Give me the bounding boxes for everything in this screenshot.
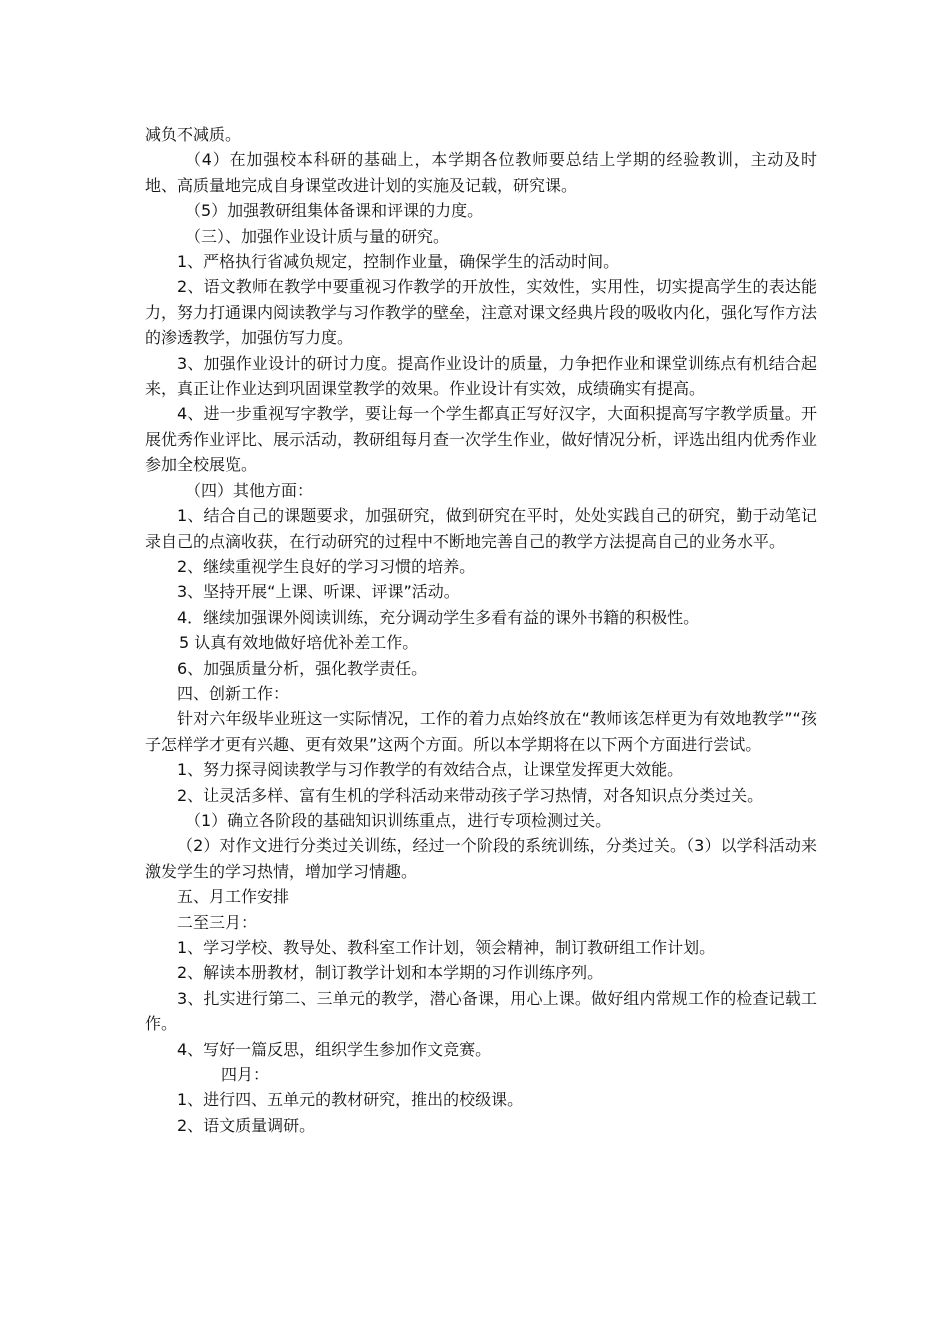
section-heading: （四）其他方面： bbox=[185, 480, 314, 500]
section-heading: （三）、加强作业设计质与量的研究。 bbox=[185, 226, 450, 246]
section-heading: 四、创新工作： bbox=[177, 683, 290, 703]
paragraph: （1）确立各阶段的基础知识训练重点，进行专项检测过关。 bbox=[185, 810, 612, 830]
sub-heading: 二至三月： bbox=[177, 912, 258, 932]
document-body bbox=[145, 122, 817, 1138]
paragraph: 3、扎实进行第二、三单元的教学，潜心备课，用心上课。做好组内常规工作的检查记载工作。 bbox=[145, 988, 817, 1034]
paragraph: 2、语文质量调研。 bbox=[177, 1115, 316, 1135]
paragraph: 2、继续重视学生良好的学习习惯的培养。 bbox=[177, 556, 476, 576]
paragraph: 1、努力探寻阅读教学与习作教学的有效结合点，让课堂发挥更大效能。 bbox=[177, 760, 684, 780]
paragraph: 1、严格执行省减负规定，控制作业量，确保学生的活动时间。 bbox=[177, 252, 620, 272]
section-heading: 五、月工作安排 bbox=[177, 887, 290, 907]
paragraph: 2、解读本册教材，制订教学计划和本学期的习作训练序列。 bbox=[177, 963, 604, 983]
paragraph: 4、进一步重视写字教学，要让每一个学生都真正写好汉字，大面积提高写字教学质量。开展优秀作业评比、展示活动，教研组每月查一次学生作业，做好情况分析，评选出组内优秀作业参加全校展览。 bbox=[145, 404, 818, 475]
paragraph: （5）加强教研组集体备课和评课的力度。 bbox=[185, 201, 484, 221]
paragraph: （4）在加强校本科研的基础上，本学期各位教师要总结上学期的经验教训，主动及时地、高质量地完成自身课堂改进计划的实施及记载，研究课。 bbox=[145, 150, 817, 195]
paragraph: （2）对作文进行分类过关训练，经过一个阶段的系统训练，分类过关。（3）以学科活动来激发学生的学习热情，增加学习情趣。 bbox=[145, 836, 817, 881]
paragraph: 4．继续加强课外阅读训练，充分调动学生多看有益的课外书籍的积极性。 bbox=[177, 607, 700, 627]
paragraph: 1、进行四、五单元的教材研究，推出的校级课。 bbox=[177, 1090, 524, 1110]
paragraph: 6、加强质量分析，强化教学责任。 bbox=[177, 658, 428, 678]
paragraph: 减负不减质。 bbox=[145, 125, 242, 144]
paragraph: 1、学习学校、教导处、教科室工作计划，领会精神，制订教研组工作计划。 bbox=[177, 938, 716, 957]
paragraph: 针对六年级毕业班这一实际情况，工作的着力点始终放在“教师该怎样更为有效地教学”“孩子怎样学才更有兴趣、更有效果”这两个方面。所以本学期将在以下两个方面进行尝试。 bbox=[145, 709, 817, 754]
sub-heading: 四月： bbox=[221, 1065, 270, 1085]
paragraph: 2、让灵活多样、富有生机的学科活动来带动孩子学习热情，对各知识点分类过关。 bbox=[177, 785, 764, 805]
paragraph: 1、结合自己的课题要求，加强研究，做到研究在平时，处处实践自己的研究，勤于动笔记录自己的点滴收获，在行动研究的过程中不断地完善自己的教学方法提高自己的业务水平。 bbox=[145, 506, 817, 551]
paragraph: 3、坚持开展“上课、听课、评课”活动。 bbox=[177, 582, 460, 602]
paragraph: 2、语文教师在教学中要重视习作教学的开放性，实效性，实用性，切实提高学生的表达能力，努力打通课内阅读教学与习作教学的壁垒，注意对课文经典片段的吸收内化，强化写作方法的渗透教学，加强仿写力度。 bbox=[145, 277, 818, 348]
paragraph: 3、加强作业设计的研讨力度。提高作业设计的质量，力争把作业和课堂训练点有机结合起来，真正让作业达到巩固课堂教学的效果。作业设计有实效，成绩确实有提高。 bbox=[145, 353, 817, 399]
paragraph: 5 认真有效地做好培优补差工作。 bbox=[179, 633, 419, 653]
paragraph: 4、写好一篇反思，组织学生参加作文竞赛。 bbox=[177, 1039, 492, 1059]
